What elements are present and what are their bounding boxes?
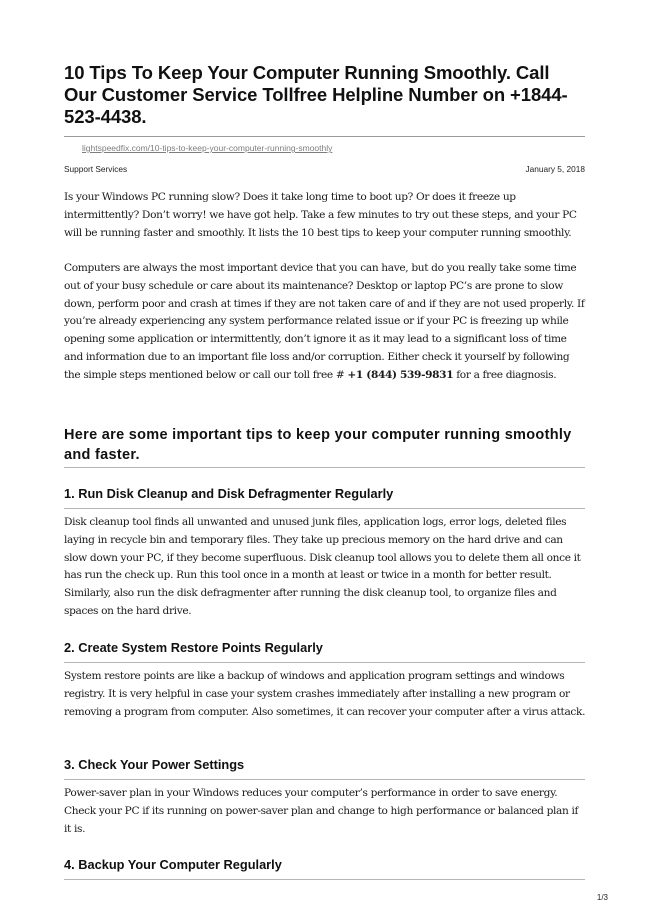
tip-4-heading: 4. Backup Your Computer Regularly [64,857,282,872]
intro-text-end: for a free diagnosis. [453,368,557,381]
category-label: Support Services [64,164,128,174]
tip-4-divider [64,879,585,880]
tips-heading: Here are some important tips to keep your computer running smoothly and faster. [64,427,572,463]
tip-2-heading: 2. Create System Restore Points Regularly [64,640,323,655]
phone-number: +1 (844) 539-9831 [347,368,454,381]
intro-paragraph-1: Is your Windows PC running slow? Does it take long time to boot up? Or does it freeze up intermittently? Don’t worry! we have got help. Take a few minutes to try out these steps, and your PC will be running faster and smoothly. It lists the 10 best tips to keep your computer running smoothly. [64,191,577,239]
date-label: January 5, 2018 [525,164,585,174]
tip-3-divider [64,779,585,780]
tip-1-body: Disk cleanup tool finds all unwanted and unused junk files, application logs, error logs, deleted files laying in recycle bin and temporary files. They take up precious memory on the hard drive and can slow down your PC, if they become superfluous. Disk cleanup tool allows you to delete them all once it has run the check up. Run this tool once in a month at least or twice in a month for better result. Similarly, also run the disk defragmenter after running the disk cleanup tool, to organize files and spaces on the hard drive. [64,516,581,617]
tip-3-heading: 3. Check Your Power Settings [64,757,245,772]
tips-heading-divider [64,467,585,468]
tip-1-heading: 1. Run Disk Cleanup and Disk Defragmenter Regularly [64,486,394,501]
page-title: 10 Tips To Keep Your Computer Running Smoothly. Call Our Customer Service Tollfree Helpline Number on +1844-523-4438. [64,62,568,127]
source-url-link[interactable]: lightspeedfix.com/10-tips-to-keep-your-computer-running-smoothly [82,143,333,153]
tip-2-body: System restore points are like a backup of windows and application program settings and windows registry. It is very helpful in case your system crashes immediately after installing a new program or removing a program from computer. Also sometimes, it can recover your computer after a virus attack. [64,670,586,718]
tip-3-body: Power-saver plan in your Windows reduces your computer’s performance in order to save energy. Check your PC if its running on power-saver plan and change to high performance or balanced plan if it is. [64,787,579,835]
tip-2-divider [64,662,585,663]
intro-paragraph-2 [64,260,588,385]
title-divider [64,136,585,137]
tip-1-divider [64,508,585,509]
intro-text: Computers are always the most important device that you can have, but do you really take some time out of your busy schedule or care about its maintenance? Desktop or laptop PC’s are prone to slow down, perform poor and crash at times if they are not taken care of and if they are not used properly. If you’re already experiencing any system performance related issue or if your PC is freezing up while opening some application or intermittently, don’t ignore it as it may lead to a significant loss of time and information due to an important file loss and/or corruption. Either check it yourself by following the simple steps mentioned below or call our toll free # [64,262,585,381]
page-number: 1/3 [596,893,608,902]
